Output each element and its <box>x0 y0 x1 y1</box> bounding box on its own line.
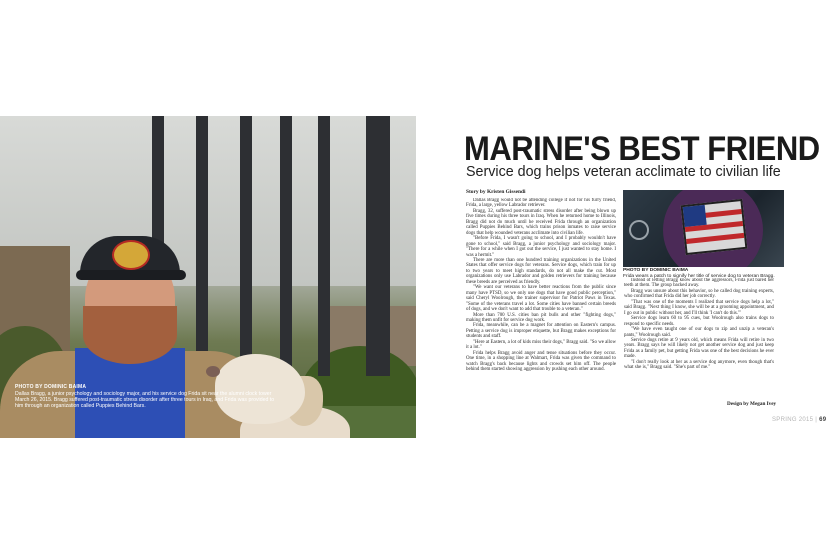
paragraph: Service dogs learn 60 to 95 cues, but Woolrough also trains dogs to respond to specific needs. <box>624 316 774 327</box>
paragraph: "I don't really look at her as a service dog anymore, even though that's what she is," Bragg said. "She's part of me." <box>624 359 774 371</box>
cap-brim <box>76 270 186 280</box>
article-column-1 <box>466 198 616 408</box>
article-column-2 <box>624 278 777 408</box>
photo-credit: PHOTO BY DOMINIC BAIMA <box>15 384 87 390</box>
folio-label: SPRING 2015 <box>772 417 814 423</box>
paragraph: "We want our veterans to have better reactions from the public since many have PTSD, so we only use dogs that have good public perception," said Cheryl Woolrough, the trainer supervisor for Patriot Paws in Texas. "Some of the veterans travel a lot. Some cities have banned certain breeds of dogs, and we don't want to add that trouble to a veteran." <box>466 285 616 313</box>
caption-text: Dallas Bragg, a junior psychology and sociology major, and his service dog Frida sit near the alumni clock tower March 26, 2015. Bragg suffered post-traumatic stress disorder after three tours in Iraq, and Frida was provided to him through an organization called Puppies Behind Bars. <box>15 391 275 409</box>
paragraph: Bragg, 32, suffered post-traumatic stress disorder after being blown up five times during his three tours in Iraq. When he returned home to Illinois, Bragg did not do much until he received Frida through an organization called Puppies Behind Bars, which trains prison inmates to raise service dogs that help wounded veterans acclimate into civilian life. <box>466 208 616 236</box>
paragraph: There are more than one hundred training organizations in the United States that offer service dogs for veterans. Service dogs, which train for up to two years to meet high standards, do not all make the cut. Most organizations only use Labrador and golden retrievers for training because these breeds are perceived as friendly. <box>466 257 616 285</box>
story-byline: Story by Kristen Gissendi <box>466 189 526 195</box>
dog-nose <box>206 366 220 377</box>
paragraph: Service dogs retire at 9 years old, which means Frida will retire in two years. Bragg says he will likely not get another service dog and just keep Frida as a family pet, but getting Frida was one of the best decisions he ever made. <box>624 337 774 360</box>
paragraph: "That was one of the moments I realized that service dogs help a lot," said Bragg. "Next thing I know, she will be at a grooming appointment, and I go out in public without her, and I'll think 'I can't do this.'" <box>624 299 774 316</box>
fence-pillar <box>366 116 390 376</box>
paragraph: "Before Frida, I wasn't going to school, and I probably wouldn't have gone to school," said Bragg, a junior psychology and sociology major. "There for a while when I got out the service, I just wanted to stay home. I was a hermit." <box>466 236 616 258</box>
fence-bar <box>280 116 292 376</box>
caption-text: Frida wears a patch to signify her title of service dog to veteran Bragg. <box>623 273 775 279</box>
paragraph: Frida, meanwhile, can be a magnet for attention on Eastern's campus. Petting a service dog is improper etiquette, but Bragg makes exceptions for students and staff. <box>466 323 616 340</box>
fence-bar <box>240 116 252 376</box>
fence-bar <box>318 116 330 376</box>
design-credit: Design by Megan Ivey <box>727 401 777 407</box>
left-photo-caption <box>15 384 283 409</box>
paragraph: "Here at Eastern, a lot of kids miss their dogs," Bragg said. "So we allow it a lot." <box>466 339 616 351</box>
man-beard <box>83 306 177 364</box>
cap-emblem <box>112 240 150 270</box>
paragraph: Bragg was unsure about this behavior, so he called dog training experts, who confirmed that Frida did her job correctly. <box>624 288 774 300</box>
article-subhead: Service dog helps veteran acclimate to civilian life <box>466 164 781 180</box>
fence-bar <box>196 116 208 376</box>
vest-ring <box>629 220 649 240</box>
page-folio: SPRING 2015 | 69 <box>772 417 827 423</box>
flag-canton <box>683 205 707 227</box>
paragraph: Dallas Bragg would not be attending college if not for his furry friend, Frida, a large, yellow Labrador retriever. <box>466 198 616 209</box>
page-number: 69 <box>819 417 827 423</box>
paragraph: "We have even taught one of our dogs to zip and unzip a veteran's pants," Woolrough said. <box>624 327 774 338</box>
flag-patch <box>681 199 748 255</box>
service-dog-patch-photo <box>623 190 784 267</box>
photo-credit: PHOTO BY DOMINIC BAIMA <box>623 268 689 273</box>
article-headline: MARINE'S BEST FRIEND <box>464 128 820 168</box>
paragraph: Instead of letting Bragg know about the aggressors, Frida just bared her teeth at them. The group backed away. <box>624 278 774 289</box>
paragraph: More than 700 U.S. cities ban pit bulls and other "fighting dogs," making them unfit for service dog work. <box>466 312 616 323</box>
paragraph: Frida helps Bragg avoid anger and tense situations before they occur. One time, in a shopping line at Walmart, Frida was given the command to watch Bragg's back because lights and crowds set him off. The people behind them started showing aggression by pushing each other around. <box>466 350 616 373</box>
flag-stripe <box>686 233 744 244</box>
